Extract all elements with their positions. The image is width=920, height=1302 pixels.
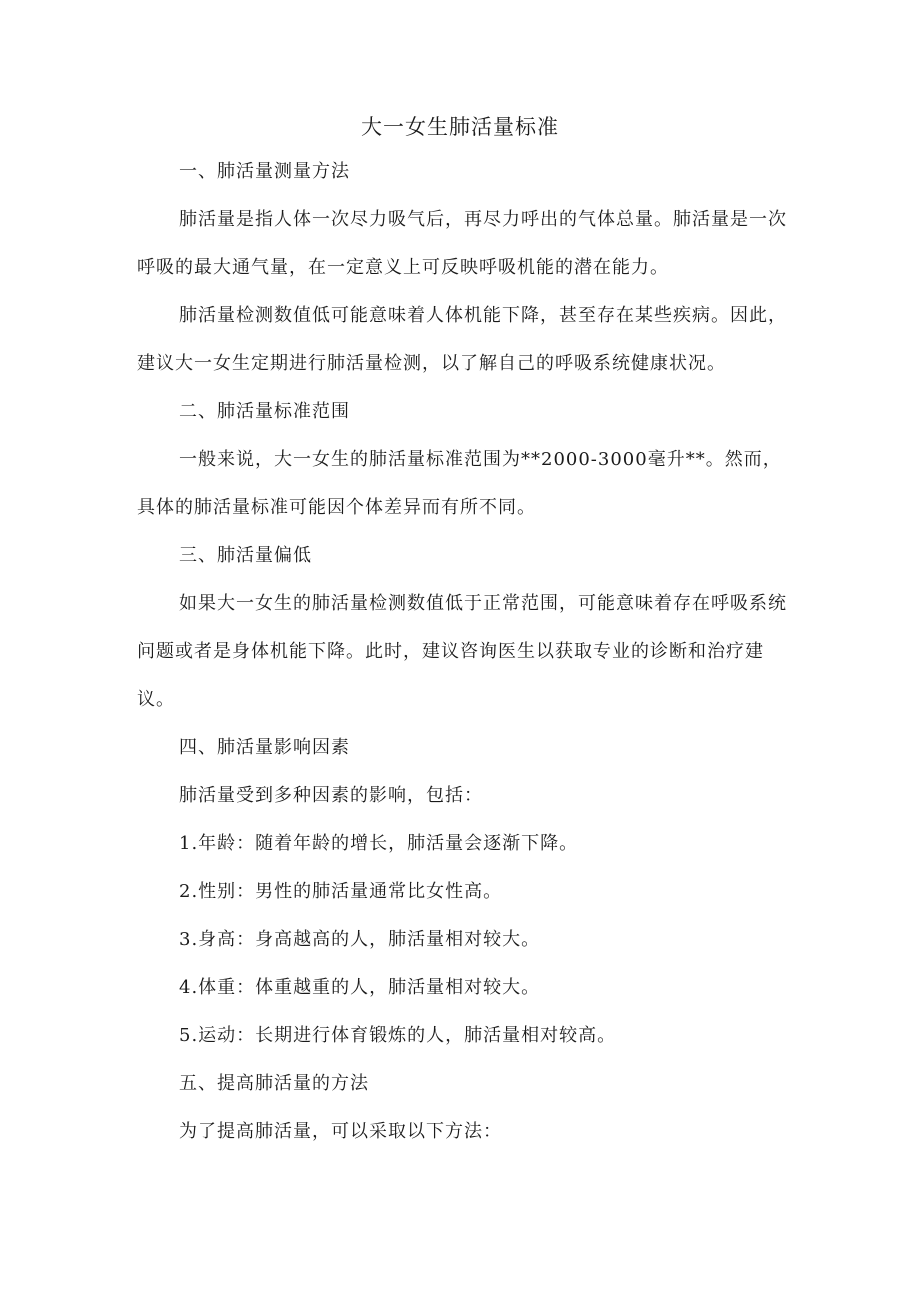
list-item: 1.年龄：随着年龄的增长，肺活量会逐渐下降。: [179, 833, 579, 854]
paragraph-methods-intro: 为了提高肺活量，可以采取以下方法：: [179, 1121, 502, 1142]
section-heading-5: 五、提高肺活量的方法: [179, 1073, 369, 1094]
list-item: 5.运动：长期进行体育锻炼的人，肺活量相对较高。: [179, 1025, 617, 1046]
list-item: 3.身高：身高越高的人，肺活量相对较大。: [179, 929, 541, 950]
paragraph-definition: 肺活量是指人体一次尽力吸气后，再尽力呼出的气体总量。肺活量是一次呼吸的最大通气量，在一定意义上可反映呼吸机能的潜在能力。: [137, 209, 787, 278]
paragraph-low-capacity: 如果大一女生的肺活量检测数值低于正常范围，可能意味着存在呼吸系统问题或者是身体机能下降。此时，建议咨询医生以获取专业的诊断和治疗建议。: [137, 593, 787, 710]
section-heading-4: 四、肺活量影响因素: [179, 737, 350, 758]
section-heading-1: 一、肺活量测量方法: [179, 161, 350, 182]
paragraph-standard-range: 一般来说，大一女生的肺活量标准范围为**2000-3000毫升**。然而，具体的肺活量标准可能因个体差异而有所不同。: [137, 449, 782, 518]
list-item: 2.性别：男性的肺活量通常比女性高。: [179, 881, 503, 902]
document-title: 大一女生肺活量标准: [361, 115, 559, 139]
section-heading-3: 三、肺活量偏低: [179, 545, 312, 566]
paragraph-importance: 肺活量检测数值低可能意味着人体机能下降，甚至存在某些疾病。因此，建议大一女生定期进行肺活量检测，以了解自己的呼吸系统健康状况。: [137, 305, 787, 374]
paragraph-factors-intro: 肺活量受到多种因素的影响，包括：: [179, 785, 483, 806]
section-heading-2: 二、肺活量标准范围: [179, 401, 350, 422]
list-item: 4.体重：体重越重的人，肺活量相对较大。: [179, 977, 541, 998]
